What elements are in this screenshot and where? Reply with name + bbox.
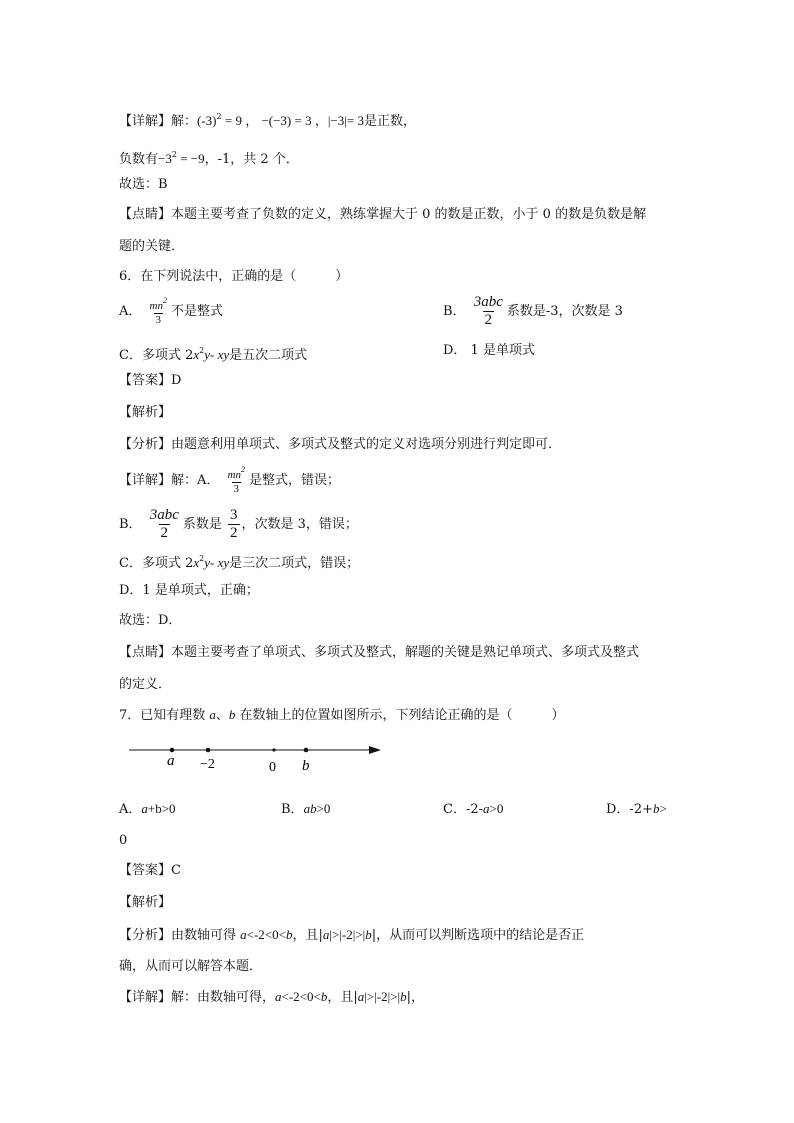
frac-num: 3abc <box>473 294 503 310</box>
q7-option-b <box>281 800 330 819</box>
text: |， <box>406 990 425 1005</box>
option-label: B． <box>281 802 304 817</box>
fraction <box>228 508 240 541</box>
math-op: - <box>210 347 218 362</box>
math-var: a <box>357 989 365 1004</box>
point-minus2 <box>206 748 211 753</box>
frac-den: 3 <box>155 314 161 326</box>
q6-option-a <box>119 297 223 326</box>
math-var: a <box>240 927 247 942</box>
math-var: a <box>275 989 282 1004</box>
analysis-label-6: 【解析】 <box>119 405 172 420</box>
text: 负数有 <box>119 152 159 167</box>
math-var: b <box>285 927 293 942</box>
math-var: ab <box>303 801 317 816</box>
detail-7 <box>119 988 424 1007</box>
frac-den: 2 <box>230 525 238 541</box>
text: 系数是 <box>182 517 222 532</box>
comment-6-line-2: 的定义． <box>119 677 172 692</box>
math-var: a <box>141 801 148 816</box>
option-text: +b>0 <box>147 801 176 816</box>
math-sup: 2 <box>240 465 245 474</box>
text: 、 <box>215 708 229 723</box>
detail-label: 【详解】解： <box>119 114 198 129</box>
comment-6-line-1: 【点睛】本题主要考查了单项式、多项式及整式，解题的关键是熟记单项式、多项式及整式 <box>119 645 640 660</box>
fraction <box>226 466 247 495</box>
text: ，次数是 3，错误； <box>241 517 358 532</box>
math-var: b <box>320 989 328 1004</box>
option-text: 是五次二项式 <box>229 348 308 363</box>
choice-line: 故选：B <box>119 177 168 192</box>
math-sup: 2 <box>199 554 205 563</box>
text: ，且| <box>292 928 323 943</box>
text: 是整式，错误； <box>248 473 340 488</box>
text: 【详解】解：A． <box>119 473 220 488</box>
analysis-7-line-1 <box>119 926 584 945</box>
math-var: xy <box>217 555 230 570</box>
math-var: b <box>400 989 407 1004</box>
frac-den: 2 <box>160 525 169 541</box>
q6-option-b <box>443 295 623 328</box>
label-b: b <box>302 758 310 774</box>
math-var: y <box>204 555 211 570</box>
comment-line-2: 题的关键． <box>119 239 185 254</box>
option-label: D．-2+ <box>606 802 653 817</box>
text: 【分析】由数轴可得 <box>119 928 241 943</box>
text: 【详解】解：由数轴可得， <box>119 990 276 1005</box>
text: 在数轴上的位置如图所示，下列结论正确的是（ ） <box>235 708 565 723</box>
axis-arrow-icon <box>369 746 381 754</box>
label-minus2: −2 <box>200 757 215 772</box>
math-sup: 2 <box>171 150 177 159</box>
option-text: >0 <box>316 801 331 816</box>
text: 是三次二项式，错误； <box>229 556 360 571</box>
detail-line-2 <box>119 146 299 169</box>
frac-num: 3abc <box>149 507 179 523</box>
text: C．多项式 2 <box>119 556 194 571</box>
math-expr: |>|-2|>| <box>364 989 401 1004</box>
text: B． <box>119 517 142 532</box>
label-a: a <box>167 753 175 769</box>
math-var: b <box>652 801 660 816</box>
detail-6-b <box>119 508 358 541</box>
math-expr: |>|-2|>| <box>329 927 366 942</box>
frac-num: mn <box>149 300 163 312</box>
math-var: b <box>228 707 236 722</box>
math-expr: = −9 <box>176 151 205 166</box>
comment-line-1: 【点睛】本题主要考查了负数的定义，熟练掌握大于 0 的数是正数，小于 0 的数是负数是解 <box>119 207 647 222</box>
frac-num: mn <box>227 469 241 481</box>
math-var: a <box>322 927 330 942</box>
text: |，从而可以判断选项中的结论是否正 <box>371 928 585 943</box>
math-op: - <box>210 555 218 570</box>
option-text: >0 <box>489 801 504 816</box>
math-var: y <box>204 347 211 362</box>
math-sup: 2 <box>199 346 205 355</box>
option-label: A． <box>119 304 142 319</box>
option-label: B． <box>443 304 466 319</box>
fraction <box>148 297 169 326</box>
answer-7: 【答案】C <box>119 863 181 878</box>
label-zero: 0 <box>269 760 276 775</box>
option-text: 不是整式 <box>170 304 223 319</box>
option-label: C．-2- <box>443 802 484 817</box>
analysis-label-7: 【解析】 <box>119 895 172 910</box>
question-6: 6．在下列说法中，正确的是（ ） <box>119 269 349 284</box>
number-line-diagram <box>119 738 389 778</box>
analysis-6: 【分析】由题意利用单项式、多项式及整式的定义对选项分别进行判定即可． <box>119 437 562 452</box>
q7-option-d <box>606 800 667 819</box>
detail-6-a <box>119 466 340 495</box>
analysis-7-line-2: 确，从而可以解答本题． <box>119 959 263 974</box>
frac-den: 2 <box>484 312 493 328</box>
math-var: b <box>365 927 372 942</box>
math-expr: −3 <box>158 151 172 166</box>
text: 是正数， <box>363 114 416 129</box>
text: 7．已知有理数 <box>119 708 210 723</box>
frac-num: 3 <box>230 507 238 523</box>
math-var: a <box>483 801 490 816</box>
text: ，且| <box>327 990 358 1005</box>
q7-option-a <box>119 800 176 819</box>
frac-den: 3 <box>233 483 239 495</box>
math-expr: = 9 ， −(−3) = 3 ，|−3|= 3 <box>221 113 364 128</box>
text: ，-1，共 2 个． <box>204 152 299 167</box>
detail-line-1 <box>119 108 416 131</box>
point-zero <box>272 748 275 751</box>
detail-6-c <box>119 550 359 573</box>
choice-6: 故选：D． <box>119 613 182 628</box>
math-var: xy <box>217 347 230 362</box>
math-var: x <box>193 555 200 570</box>
detail-6-d: D．1 是单项式，正确； <box>119 583 259 598</box>
math-sup: 2 <box>162 296 167 305</box>
point-a <box>170 748 175 753</box>
math-var: x <box>193 347 200 362</box>
question-7 <box>119 706 565 725</box>
fraction <box>472 295 505 328</box>
option-label: C．多项式 2 <box>119 348 194 363</box>
option-text: 系数是-3，次数是 3 <box>506 304 623 319</box>
math-expr: <-2<0< <box>281 989 321 1004</box>
option-label: A． <box>119 802 142 817</box>
math-expr: <-2<0< <box>246 927 286 942</box>
point-b <box>304 748 309 753</box>
answer-6: 【答案】D <box>119 373 182 388</box>
q6-option-d: D． 1 是单项式 <box>443 343 535 358</box>
fraction <box>148 508 181 541</box>
q7-option-c <box>443 800 503 819</box>
math-sup: 2 <box>216 112 222 121</box>
q6-option-c <box>119 342 307 365</box>
math-var: a <box>209 707 216 722</box>
option-text: > <box>659 801 667 816</box>
q7-option-d-wrap: 0 <box>119 833 128 848</box>
math-expr: (-3) <box>197 113 217 128</box>
